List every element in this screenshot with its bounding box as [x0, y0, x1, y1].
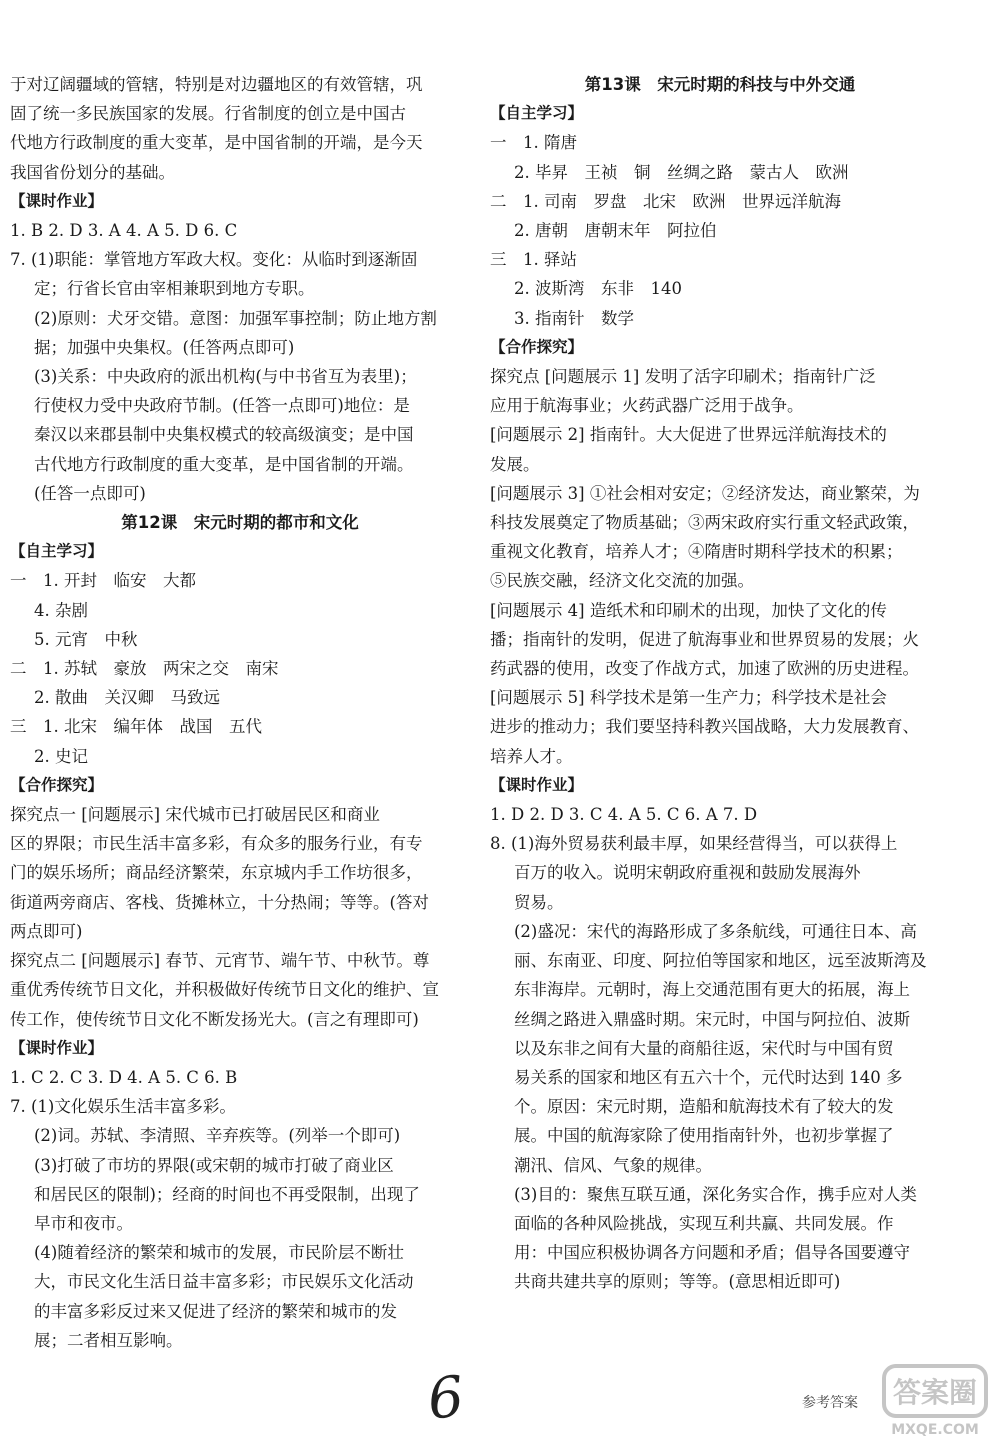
text-line: 重优秀传统节日文化，并积极做好传统节日文化的维护、宣 [10, 980, 439, 1000]
text-line: 东非海岸。元朝时，海上交通范围有更大的拓展，海上 [514, 980, 910, 1000]
list-item: 一 1. 开封 临安 大都 [10, 571, 196, 591]
list-item: 2. 波斯湾 东非 140 [514, 279, 682, 299]
text-line: (2)盛况：宋代的海路形成了多条航线，可通往日本、高 [514, 921, 917, 941]
text-line: 我国省份划分的基础。 [10, 162, 175, 182]
text-line: (3)打破了市坊的界限(或宋朝的城市打破了商业区 [34, 1155, 394, 1175]
section-heading-cooperation: 【合作探究】 [10, 775, 104, 794]
text-line: 面临的各种风险挑战，实现互利共赢、共同发展。作 [514, 1213, 894, 1233]
text-line: 培养人才。 [490, 746, 573, 766]
text-line: (2)原则：犬牙交错。意图：加强军事控制；防止地方割 [34, 308, 437, 328]
text-line: [问题展示 4] 造纸术和印刷术的出现，加快了文化的传 [490, 600, 887, 620]
answer-line: 1. B 2. D 3. A 4. A 5. D 6. C [10, 221, 238, 241]
list-item: 三 1. 驿站 [490, 250, 577, 270]
right-column [490, 70, 950, 1297]
text-line: 用：中国应积极协调各方问题和矛盾；倡导各国要遵守 [514, 1243, 910, 1263]
list-item: 二 1. 苏轼 豪放 两宋之交 南宋 [10, 659, 279, 679]
list-item: 4. 杂剧 [34, 600, 88, 620]
section-heading-homework: 【课时作业】 [490, 775, 584, 794]
text-line: 贸易。 [514, 892, 564, 912]
text-line: 的丰富多彩反过来又促进了经济的繁荣和城市的发 [34, 1301, 397, 1321]
list-item: 5. 元宵 中秋 [34, 629, 138, 649]
handwritten-page-mark: 6 [424, 1364, 467, 1433]
text-line: 据；加强中央集权。(任答两点即可) [34, 337, 295, 357]
text-line: 以及东非之间有大量的商船往返，宋代时与中国有贸 [514, 1038, 894, 1058]
text-line: 行使权力受中央政府节制。(任答一点即可)地位：是 [34, 396, 410, 416]
text-line: (2)词。苏轼、李清照、辛弃疾等。(列举一个即可) [34, 1126, 401, 1146]
text-line: [问题展示 3] ①社会相对安定；②经济发达，商业繁荣，为 [490, 483, 920, 503]
text-line: 7. (1)文化娱乐生活丰富多彩。 [10, 1097, 236, 1117]
answer-line: 1. C 2. C 3. D 4. A 5. C 6. B [10, 1067, 238, 1087]
left-column [10, 70, 470, 1355]
list-item: 一 1. 隋唐 [490, 133, 577, 153]
text-line: [问题展示 2] 指南针。大大促进了世界远洋航海技术的 [490, 425, 887, 445]
list-item: 3. 指南针 数学 [514, 308, 634, 328]
watermark-logo-icon [880, 1360, 990, 1440]
text-line: 应用于航海事业；火药武器广泛用于战争。 [490, 396, 804, 416]
text-line: 7. (1)职能：掌管地方军政大权。变化：从临时到逐渐固 [10, 250, 418, 270]
text-line: 大，市民文化生活日益丰富多彩；市民娱乐文化活动 [34, 1272, 414, 1292]
section-heading-self-study: 【自主学习】 [10, 542, 104, 561]
text-line: 药武器的使用，改变了作战方式，加速了欧洲的历史进程。 [490, 659, 919, 679]
text-line: 重视文化教育，培养人才；④隋唐时期科学技术的积累； [490, 542, 903, 562]
list-item: 三 1. 北宋 编年体 战国 五代 [10, 717, 262, 737]
text-line: 播；指南针的发明，促进了航海事业和世界贸易的发展；火 [490, 629, 919, 649]
watermark-domain: MXQE.COM [891, 1422, 979, 1438]
lesson-title-13: 第13课 宋元时期的科技与中外交通 [584, 75, 856, 94]
text-line: 进步的推动力；我们要坚持科教兴国战略，大力发展教育、 [490, 717, 919, 737]
text-line: 探究点 [问题展示 1] 发明了活字印刷术；指南针广泛 [490, 367, 876, 387]
section-heading-homework: 【课时作业】 [10, 1038, 104, 1057]
text-line: ⑤民族交融，经济文化交流的加强。 [490, 571, 754, 591]
list-item: 2. 毕昇 王祯 铜 丝绸之路 蒙古人 欧洲 [514, 162, 849, 182]
text-line: 探究点二 [问题展示] 春节、元宵节、端午节、中秋节。尊 [10, 951, 430, 971]
text-line: 丽、东南亚、印度、阿拉伯等国家和地区，远至波斯湾及 [514, 951, 927, 971]
text-line: 定；行省长官由宰相兼职到地方专职。 [34, 279, 315, 299]
text-line: 门的娱乐场所；商品经济繁荣，东京城内手工作坊很多， [10, 863, 423, 883]
text-line: 百万的收入。说明宋朝政府重视和鼓励发展海外 [514, 863, 861, 883]
list-item: 2. 散曲 关汉卿 马致远 [34, 688, 220, 708]
section-heading-cooperation: 【合作探究】 [490, 337, 584, 356]
text-line: 固了统一多民族国家的发展。行省制度的创立是中国古 [10, 104, 406, 124]
text-line: 发展。 [490, 454, 540, 474]
text-line: 丝绸之路进入鼎盛时期。宋元时，中国与阿拉伯、波斯 [514, 1009, 910, 1029]
text-line: 古代地方行政制度的重大变革，是中国省制的开端。 [34, 454, 414, 474]
text-line: (3)关系：中央政府的派出机构(与中书省互为表里)； [34, 367, 417, 387]
text-line: 和居民区的限制)；经商的时间也不再受限制，出现了 [34, 1184, 420, 1204]
text-line: 探究点一 [问题展示] 宋代城市已打破居民区和商业 [10, 805, 380, 825]
text-line: 区的界限；市民生活丰富多彩，有众多的服务行业，有专 [10, 834, 423, 854]
text-line: (3)目的：聚焦互联互通，深化务实合作，携手应对人类 [514, 1184, 917, 1204]
list-item: 2. 唐朝 唐朝末年 阿拉伯 [514, 221, 717, 241]
section-heading-self-study: 【自主学习】 [490, 104, 584, 123]
text-line: (4)随着经济的繁荣和城市的发展，市民阶层不断壮 [34, 1243, 404, 1263]
lesson-title-12: 第12课 宋元时期的都市和文化 [121, 513, 359, 533]
text-line: 展；二者相互影响。 [34, 1330, 183, 1350]
text-line: 潮汛、信风、气象的规律。 [514, 1155, 712, 1175]
list-item: 二 1. 司南 罗盘 北宋 欧洲 世界远洋航海 [490, 191, 841, 211]
text-line: 代地方行政制度的重大变革，是中国省制的开端，是今天 [10, 133, 423, 153]
watermark-text: 答案圈 [892, 1376, 978, 1409]
text-line: 传工作，使传统节日文化不断发扬光大。(言之有理即可) [10, 1009, 419, 1029]
footer-label: 参考答案 [802, 1395, 858, 1411]
text-line: (任答一点即可) [34, 483, 146, 503]
text-line: 早市和夜市。 [34, 1213, 133, 1233]
answer-line: 1. D 2. D 3. C 4. A 5. C 6. A 7. D [490, 805, 758, 825]
text-line: 街道两旁商店、客栈、货摊林立，十分热闹；等等。(答对 [10, 892, 429, 912]
text-line: 秦汉以来郡县制中央集权模式的较高级演变；是中国 [34, 425, 414, 445]
text-line: 于对辽阔疆域的管辖，特别是对边疆地区的有效管辖，巩 [10, 75, 423, 94]
text-line: [问题展示 5] 科学技术是第一生产力；科学技术是社会 [490, 688, 887, 708]
text-line: 两点即可) [10, 921, 83, 941]
text-line: 个。原因：宋元时期，造船和航海技术有了较大的发 [514, 1097, 894, 1117]
list-item: 2. 史记 [34, 746, 88, 766]
text-line: 8. (1)海外贸易获利最丰厚，如果经营得当，可以获得上 [490, 834, 898, 854]
section-heading-homework: 【课时作业】 [10, 191, 104, 210]
text-line: 共商共建共享的原则；等等。(意思相近即可) [514, 1272, 841, 1292]
text-line: 展。中国的航海家除了使用指南针外，也初步掌握了 [514, 1126, 894, 1146]
text-line: 易关系的国家和地区有五六十个，元代时达到 140 多 [514, 1067, 903, 1087]
text-line: 科技发展奠定了物质基础；③两宋政府实行重文轻武政策， [490, 513, 919, 533]
